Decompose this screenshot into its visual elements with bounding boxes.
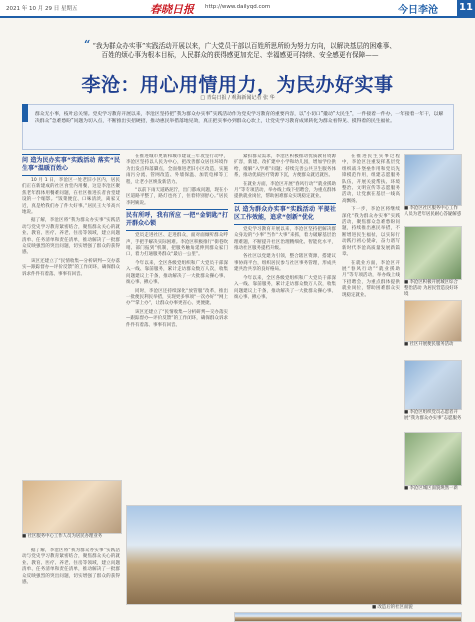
bottom-community-photo [126, 505, 462, 605]
page-number: 11 [457, 0, 475, 16]
column-3-para: 在就业方面，李沧区开展“春风行动”“就业援助月”等专项活动，举办线上线下招聘会，为重点群体提供就业岗位，帮助困难群众实现稳定就业。 [234, 181, 336, 200]
photo-caption: ■ 李沧区组织党员志愿者开展“我为群众办实事”志愿服务 [404, 410, 462, 421]
column-3-para: 各社区以党建为引领，整合辖区资源，搭建议事协商平台，组织居民参与社区事务管理，形成共建共治共享的良好格局。 [234, 254, 336, 273]
photo-urban-renewal [404, 226, 462, 280]
lead-text: 群众无小事，枝叶总关情。党史学习教育开展以来，李沧区坚持把“我为群众办实事”实践活动作为党史学习教育的重要内容，以“小切口”撬动“大民生”，一件接着一件办，一年接着一年干，以解决群众“急难愁盼”问题为切入点，不断推出实招硬招，推动惠民举措落地见效，真正把实事办到群众心坎上，让党史学习教育成果转化为群众看得见、摸得着的民生福祉。 [35, 112, 444, 125]
column-2-para: “以前下雨天道路泥泞，出门都成问题，现在小区道路平整了，路灯也亮了，住着特别舒心。”居民李阿姨说。 [126, 188, 228, 206]
column-2-para: 在推进城市更新和城市建设三年攻坚行动中，李沧区坚持以人民为中心，把改善群众居住环境作为出发点和落脚点，全面推进老旧小区改造，实施雨污分流、管网改造、外墙保温、加装电梯等工程，让老小区焕发新活力。 [126, 154, 228, 185]
column-4-para: 在就业方面，李沧区开展“春风行动”“就业援助月”等专项活动，举办线上线下招聘会，为重点群体提供就业岗位，帮助困难群众实现稳定就业。 [342, 260, 400, 298]
service-center-photo [22, 480, 122, 534]
lead-box [22, 104, 454, 150]
column-3-para: 今年以来，全区各级党组织和广大党员干部深入一线、靠前服务，累计走访群众数万人次，收集问题建议上千条，推动解决了一大批群众操心事、烦心事、揪心事。 [234, 275, 336, 300]
intro-line-2: 百姓的烦心事为根本目标，人民群众的获得感更加充足、幸福感更可持续、安全感更有保障—— [101, 51, 379, 59]
column-2-para: 同时，李沧区还持续深化“放管服”改革，推出一批便民利民举措，实现更多事项“一次办好”“网上办”“掌上办”，让群众办事更省心、更便捷。 [126, 288, 228, 307]
quote-mark-icon: “ [84, 38, 91, 51]
column-1-continued [22, 548, 120, 608]
column-4-para: 下一步，李沧区将继续深化“我为群众办实事”实践活动，聚焦群众急难愁盼问题，持续推出惠民举措，不断增进民生福祉，以实际行动践行初心使命，奋力谱写新时代李沧高质量发展新篇章。 [342, 207, 400, 258]
photo-community-service [404, 300, 462, 342]
intro-deck [40, 40, 440, 60]
column-1 [22, 154, 120, 479]
photo-caption: ■ 李沧区积极开展城区综合整治活动 为居民营造良好环境 [404, 280, 459, 297]
masthead [0, 0, 475, 18]
page-headline: 李沧：用心用情用力，为民办好实事 [81, 74, 394, 96]
column-3-para: 紧扣群众需求，李沧区积极推动优质教育资源扩容，新建、改扩建中小学和幼儿园，增加学位供给，缓解“入学难”问题；持续完善公共卫生服务体系，推动优质医疗资源下沉，方便群众就近就医。 [234, 154, 336, 179]
byline: □ 青岛日报 / 观海新闻记者 张 华 [200, 95, 275, 101]
column-1-para: 该区还建立了“民情收集—分析研判—交办落实—跟踪督办—评价反馈”的工作闭环，确保群众诉求件件有着落、事事有回音。 [22, 258, 120, 277]
column-4-para: 在推进民生实事过程中，李沧区注重发挥基层党组织战斗堡垒作用和党员先锋模范作用，组建志愿服务队伍，开展关爱帮扶、环境整治、文明宣传等志愿服务活动，让党旗在基层一线高高飘扬。 [342, 154, 400, 204]
column-2-para: 今年以来，全区各级党组织和广大党员干部深入一线、靠前服务，累计走访群众数万人次，收集问题建议上千条，推动解决了一大批群众操心事、烦心事、揪心事。 [126, 260, 228, 286]
column-3-subhead: 以 造为群众办实事“实践活动 平提社区工作效能，追求“创新”优化 [234, 203, 336, 225]
bottom-photo-caption: ■ 改造后的社区面貌 [372, 605, 413, 610]
newspaper-logo: 春晓日报 [150, 3, 194, 16]
column-1-subhead: 问 造为民办实事“实践活动 落实“民生事”温暖百姓心 [22, 154, 120, 176]
photo-caption: ■ 李沧区城区面貌焕然一新 [404, 486, 458, 491]
issue-date: 2021 年 10 月 29 日 星期五 [6, 6, 78, 12]
column-1-para: 据了解，李沧区将“我为群众办实事”实践活动与党史学习教育紧密结合，聚焦群众关心的就业、教育、医疗、养老、住房等领域，建立问题清单、任务清单和责任清单，推动解决了一批群众反映强烈的突出问题，切实增强了群众的获得感。 [22, 548, 120, 586]
photo-residents-consultation [404, 154, 462, 206]
column-2-subhead: 民有所呼，我有所应 一把“金钥匙”打开群众心锁 [126, 209, 228, 231]
lead-accent-bar [22, 104, 28, 122]
column-2-para: 该区还建立了“民情收集—分析研判—交办落实—跟踪督办—评价反馈”的工作闭环，确保群众诉求件件有着落、事事有回音。 [126, 309, 228, 328]
bottom-photo-strip [234, 612, 462, 622]
photo-caption: ■ 李沧区社区服务中心工作人员为老年居民耐心答疑解惑 [404, 206, 462, 217]
service-center-caption: ■ 社区服务中心工作人员为居民办理业务 [22, 534, 103, 539]
column-2-para: 党员走进社区、走进群众，面对面倾听群众呼声，手把手解决实际困难。李沧区积极推行“街巷吹哨、部门报到”机制，把服务触角延伸到群众家门口，着力打通服务群众“最后一公里”。 [126, 233, 228, 258]
intro-line-1: “我为群众办实事”实践活动开展以来，广大党员干部以百姓所思所盼为努力方向，以解决基层的困难事、 [92, 42, 396, 50]
website-url[interactable]: http://www.dailyqd.com [205, 4, 271, 10]
photo-caption: ■ 社区开展便民服务活动 [404, 342, 454, 347]
column-1-para: 10 月 1 日，李沧区一处老旧小区内，居民们正在新建成的社区食堂内用餐，这是李沧区聚焦老年群体用餐难问题，在社区推进长者食堂建设的一个缩影。“饭菜便宜、口味清淡，离家又近，真是给我们办了件大好事。”居民王大爷高兴地说。 [22, 178, 120, 216]
photo-volunteers [404, 360, 462, 410]
photo-city-view [404, 432, 462, 486]
section-title: 今日李沧 [398, 5, 438, 16]
column-3-para: 党史学习教育开展以来，李沧区坚持把解决群众身边的“小事”当作“大事”来抓，着力破解基层治理难题，不断提升社区治理精细化、智能化水平，推动社区服务提档升级。 [234, 226, 336, 252]
column-1-para: 据了解，李沧区将“我为群众办实事”实践活动与党史学习教育紧密结合，聚焦群众关心的就业、教育、医疗、养老、住房等领域，建立问题清单、任务清单和责任清单，推动解决了一批群众反映强烈的突出问题，切实增强了群众的获得感。 [22, 218, 120, 256]
